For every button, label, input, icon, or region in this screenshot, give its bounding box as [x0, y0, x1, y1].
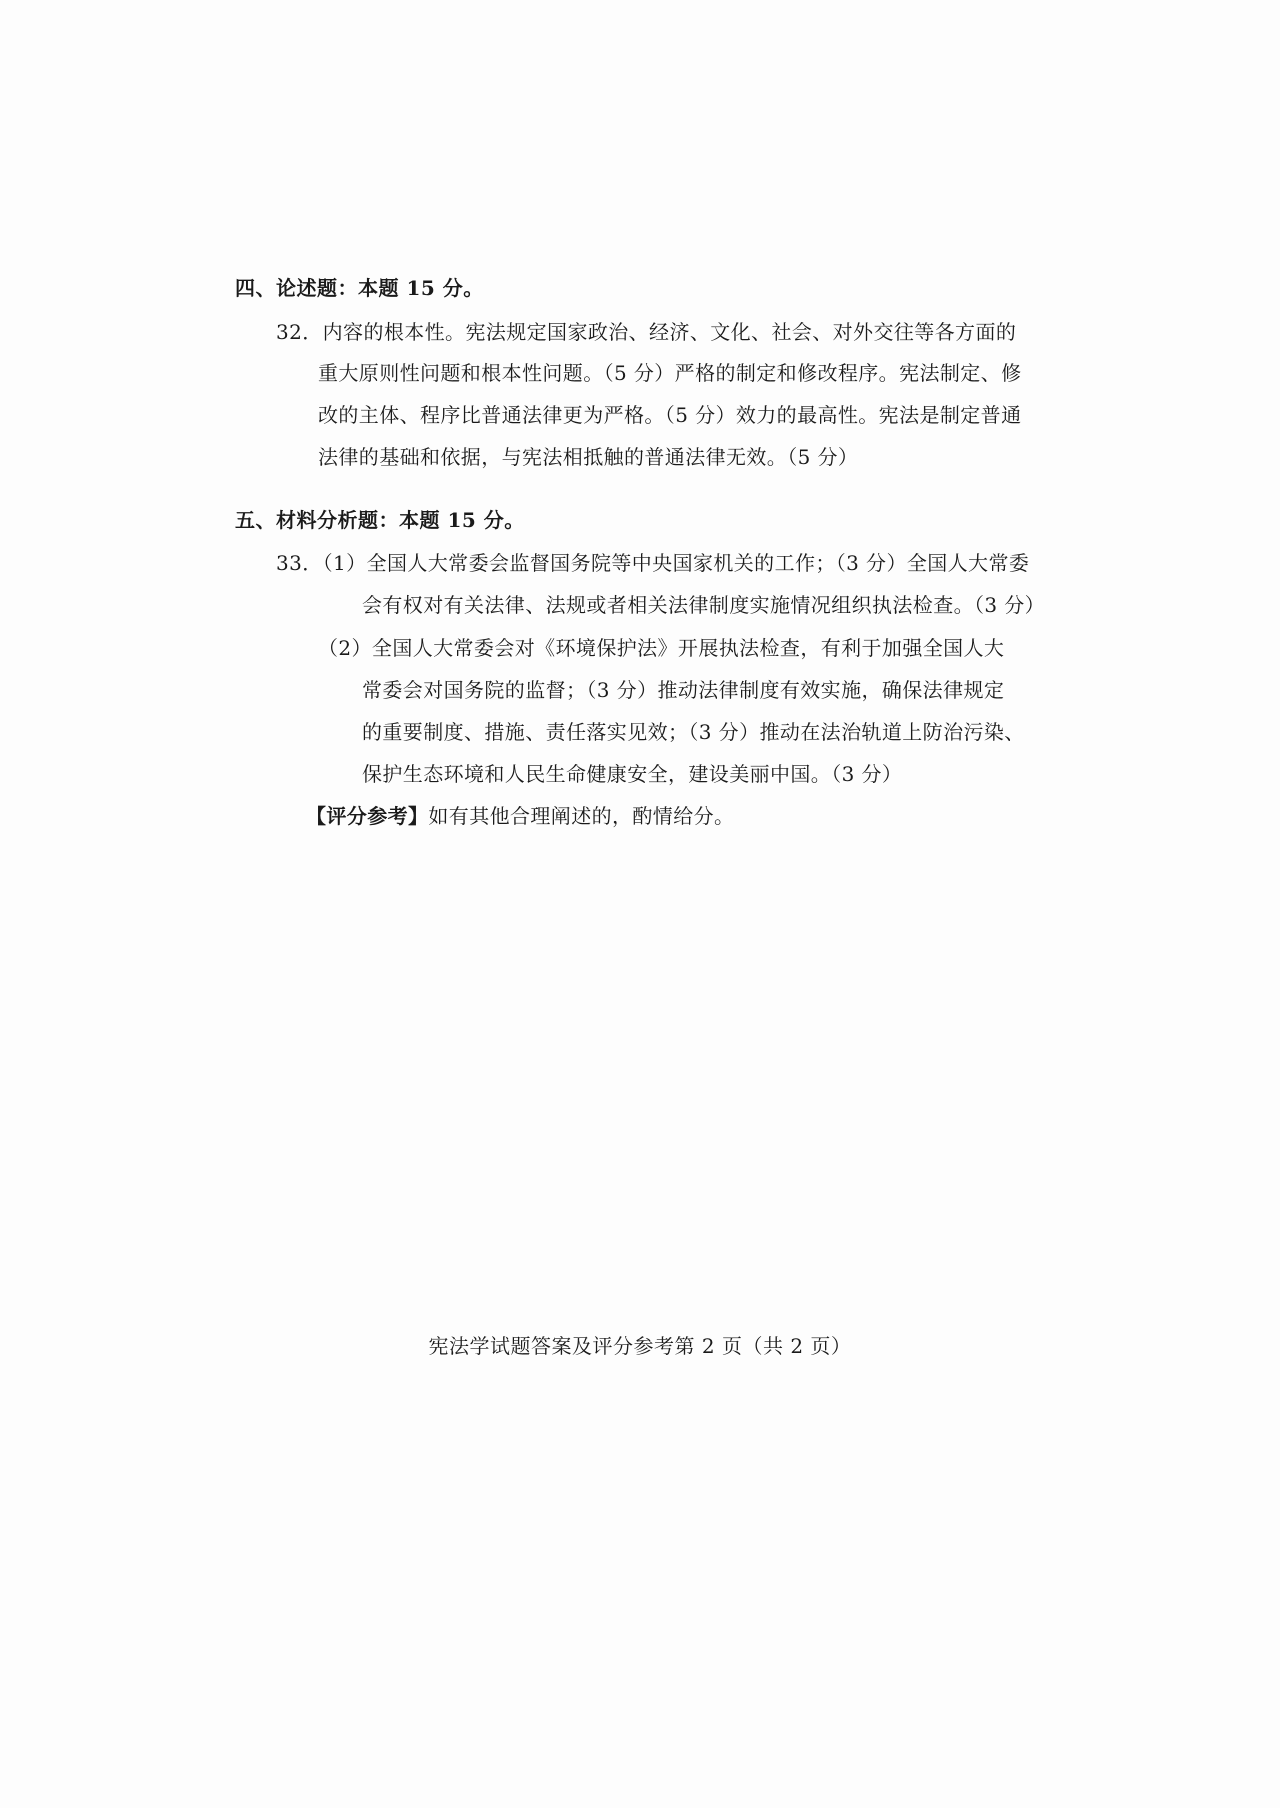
page-footer: 宪法学试题答案及评分参考第 2 页（共 2 页）: [428, 1334, 852, 1358]
scoring-note-text: 如有其他合理阐述的，酌情给分。: [428, 804, 735, 828]
q32-line-2: 重大原则性问题和根本性问题。（5 分）严格的制定和修改程序。宪法制定、修: [318, 361, 1022, 385]
q32-line-1: 32．内容的根本性。宪法规定国家政治、经济、文化、社会、对外交往等各方面的: [276, 320, 1017, 344]
scoring-note: [306, 800, 734, 829]
q33-part2-line-1: （2）全国人大常委会对《环境保护法》开展执法检查，有利于加强全国人大: [318, 636, 1005, 660]
section-4-heading: 四、论述题：本题 15 分。: [235, 276, 484, 300]
q33-part1-line-1: 33．（1）全国人大常委会监督国务院等中央国家机关的工作；（3 分）全国人大常委: [276, 551, 1030, 575]
scoring-note-label: 【评分参考】: [306, 804, 429, 828]
section-5-heading: 五、材料分析题：本题 15 分。: [235, 508, 525, 532]
q32-line-4: 法律的基础和依据，与宪法相抵触的普通法律无效。（5 分）: [318, 445, 859, 469]
q32-line-3: 改的主体、程序比普通法律更为严格。（5 分）效力的最高性。宪法是制定普通: [318, 403, 1022, 427]
q33-part2-line-3: 的重要制度、措施、责任落实见效；（3 分）推动在法治轨道上防治污染、: [362, 720, 1025, 744]
q33-part2-line-4: 保护生态环境和人民生命健康安全，建设美丽中国。（3 分）: [362, 762, 903, 786]
q33-part1-line-2: 会有权对有关法律、法规或者相关法律制度实施情况组织执法检查。（3 分）: [362, 593, 1046, 617]
q33-part2-line-2: 常委会对国务院的监督；（3 分）推动法律制度有效实施，确保法律规定: [362, 678, 1005, 702]
